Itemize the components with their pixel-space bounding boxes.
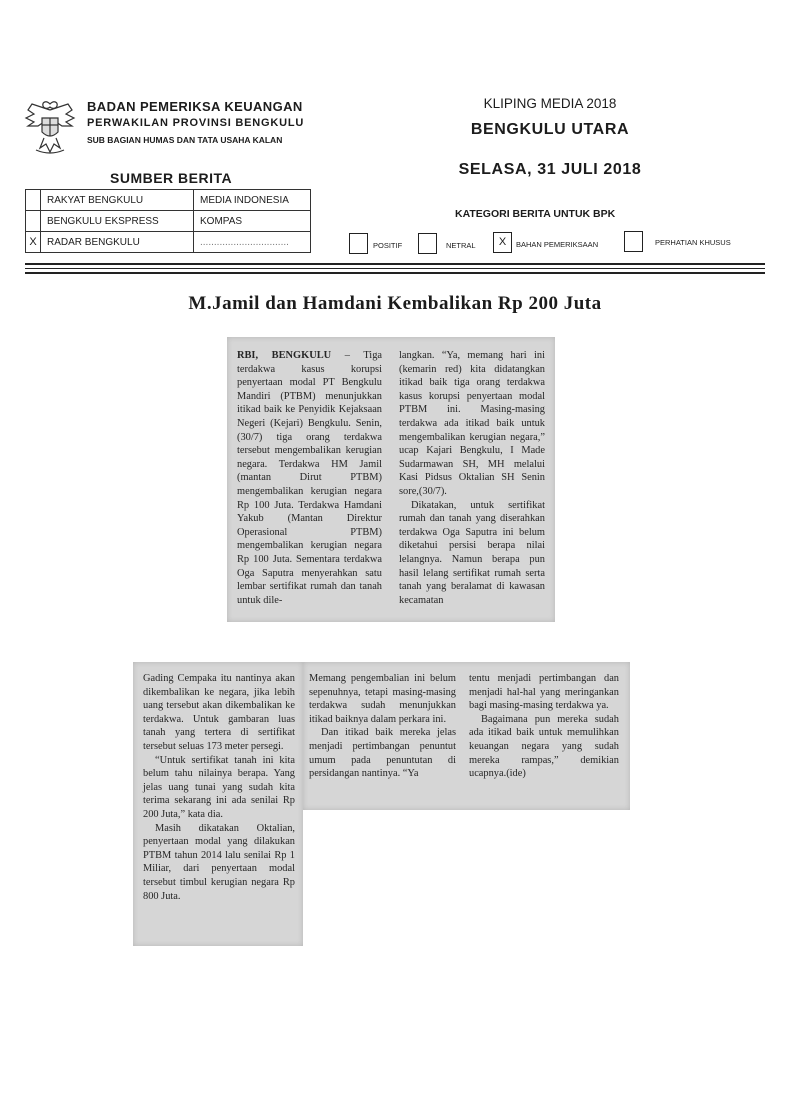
- source-row: [26, 232, 311, 253]
- source-checkbox[interactable]: [26, 211, 41, 232]
- article-paragraph: Gading Cempaka itu nantinya akan dikembalikan ke negara, jika lebih uang tersebut akan dikembalikan ke terdakwa. Untuk gambaran luas tanah yang tertera di sertifikat tersebut seluas 173 meter persegi.: [143, 673, 295, 752]
- article-clip-1: [227, 337, 555, 622]
- garuda-emblem-icon: [22, 96, 78, 156]
- article-paragraph: “Untuk sertifikat tanah ini kita belum tahu nilainya berapa. Yang jelas uang tunai yang sudah kita terima sekarang ini ada senilai Rp 200 Juta,” kata dia.: [143, 754, 295, 820]
- source-row: [26, 211, 311, 232]
- header-divider: [25, 272, 765, 274]
- region-title: BENGKULU UTARA: [470, 121, 630, 138]
- article-column: [143, 672, 295, 903]
- org-branch: PERWAKILAN PROVINSI BENGKULU: [87, 117, 305, 129]
- category-netral-checkbox[interactable]: [418, 233, 437, 254]
- article-paragraph: – Tiga terdakwa kasus korupsi penyertaan modal PT Bengkulu Mandiri (PTBM) menunjukkan itikad baik ke Penyidik Kejaksaan Negeri (Kejari) Bengkulu. Senin, (30/7) tiga orang terdakwa tersebut mengembalikan kerugian negara. Terdakwa HM Jamil (mantan Dirut PTBM) mengembalikan kerugian negara Rp 100 Juta. Terdakwa Hamdani Yakub (Mantan Direktur Operasional PTBM) mengembalikan kerugian negara Rp 100 Juta. Sementara terdakwa Oga Saputra menyerahkan satu lembar sertifikat rumah dan tanah untuk dile-: [237, 350, 382, 606]
- sources-title: SUMBER BERITA: [110, 170, 233, 186]
- source-label: KOMPAS: [194, 211, 311, 232]
- source-label: BENGKULU EKSPRESS: [41, 211, 194, 232]
- source-row: [26, 190, 311, 211]
- article-headline: M.Jamil dan Hamdani Kembalikan Rp 200 Juta: [188, 293, 602, 314]
- category-perhatian-checkbox[interactable]: [624, 231, 643, 252]
- source-label: MEDIA INDONESIA: [194, 190, 311, 211]
- source-checkbox[interactable]: [26, 190, 41, 211]
- article-paragraph: Memang pengembalian ini belum sepenuhnya, tetapi masing-masing terdakwa sudah menunjukkan itikad baiknya dalam perkara ini.: [309, 673, 456, 725]
- source-checkbox[interactable]: X: [26, 232, 41, 253]
- article-paragraph: Dikatakan, untuk sertifikat rumah dan tanah yang diserahkan terdakwa Oga Saputra ini belum diketahui persisi berapa nilai lelangnya. Namun berapa pun hasil lelang sertifikat rumah serta tanah yang beralamat di kawasan kecamatan: [399, 499, 545, 606]
- article-paragraph: langkan. “Ya, memang hari ini (kemarin red) kita didatangkan itikad baik tiga orang terdakwa kasus korupsi penyertaan modal PTBM ini. Masing-masing terdakwa ada itikad baik untuk mengembalikan kerugian negara,” ucap Kajari Bengkulu, I Made Sudarmawan SH, MH melalui Kasi Pidsus Oktalian SH Senin sore,(30/7).: [399, 350, 545, 497]
- article-clip-2: [133, 662, 303, 946]
- article-paragraph: Masih dikatakan Oktalian, penyertaan modal yang dilakukan PTBM tahun 2014 lalu senilai Rp 1 Miliar, dari penyertaan modal tersebut timbul kerugian negara Rp 800 Juta.: [143, 822, 295, 902]
- header-divider: [25, 268, 765, 269]
- article-column: [399, 349, 545, 607]
- sources-table: [25, 189, 311, 253]
- category-label: NETRAL: [446, 241, 476, 250]
- article-paragraph: tentu menjadi pertimbangan dan menjadi hal-hal yang meringankan bagi masing-masing terdakwa ya.: [469, 673, 619, 712]
- article-clip-3: [303, 662, 630, 810]
- category-label: POSITIF: [373, 241, 403, 250]
- article-column: [469, 672, 619, 781]
- source-label: RAKYAT BENGKULU: [41, 190, 194, 211]
- article-paragraph: Bagaimana pun mereka sudah ada itikad baik untuk memulihkan keuangan negara yang sudah mereka rampas,” demikian ucapnya.(ide): [469, 713, 619, 780]
- article-column: [237, 349, 382, 607]
- source-other-field: ................................: [194, 232, 311, 253]
- header-divider: [25, 263, 765, 265]
- kliping-title: KLIPING MEDIA 2018: [483, 96, 617, 111]
- publication-date: SELASA, 31 JULI 2018: [458, 161, 642, 178]
- category-label: PERHATIAN KHUSUS: [655, 238, 731, 247]
- article-dateline: RBI, BENGKULU: [237, 350, 332, 361]
- source-label: RADAR BENGKULU: [41, 232, 194, 253]
- article-paragraph: Dan itikad baik mereka jelas menjadi pertimbangan penuntut umum pada penuntutan di persidangan nantinya. “Ya: [309, 727, 456, 780]
- org-name: BADAN PEMERIKSA KEUANGAN: [87, 99, 303, 114]
- category-label: BAHAN PEMERIKSAAN: [516, 240, 599, 249]
- category-bahan-checkbox[interactable]: X: [493, 232, 512, 253]
- category-positif-checkbox[interactable]: [349, 233, 368, 254]
- org-subdivision: SUB BAGIAN HUMAS DAN TATA USAHA KALAN: [87, 135, 283, 145]
- article-column: [309, 672, 456, 781]
- category-title: KATEGORI BERITA UNTUK BPK: [455, 208, 616, 220]
